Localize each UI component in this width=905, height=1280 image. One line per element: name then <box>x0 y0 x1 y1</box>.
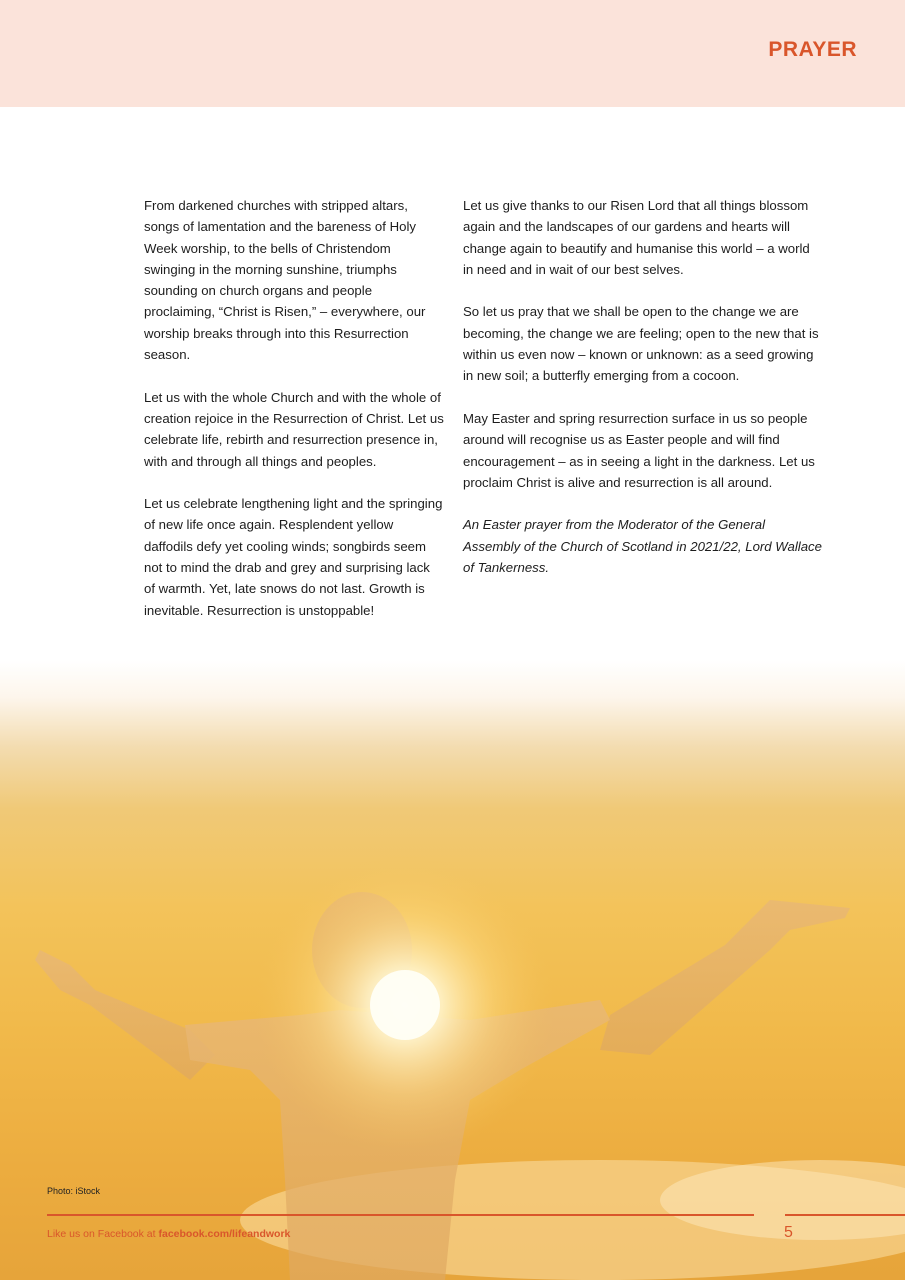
prayer-attribution: An Easter prayer from the Moderator of the General Assembly of the Church of Scotland in 2021/22, Lord Wallace of Tankerness. <box>463 517 822 576</box>
footer-prefix: Like us on Facebook at <box>47 1228 159 1240</box>
paragraph: May Easter and spring resurrection surface in us so people around will recognise us as Easter people and will find encouragement – as in seeing a light in the darkness. Let us proclaim Christ is alive and resurrection is all around. <box>463 410 815 490</box>
paragraph: From darkened churches with stripped altars, songs of lamentation and the bareness of Holy Week worship, to the bells of Christendom swinging in the morning sunshine, triumphs sounding on church organs and people proclaiming, “Christ is Risen,” – everywhere, our worship breaks through into this Resurrection season. <box>144 198 426 363</box>
page-number: 5 <box>784 1224 793 1241</box>
footer-divider <box>785 1214 905 1216</box>
text-column-right <box>463 195 823 600</box>
footer-facebook-note <box>47 1228 290 1240</box>
paragraph: Let us celebrate lengthening light and the springing of new life once again. Resplendent yellow daffodils defy yet cooling winds; songbirds seem not to mind the drab and grey and surprising lack of warmth. Yet, late snows do not last. Growth is inevitable. Resurrection is unstoppable! <box>144 496 443 618</box>
sun <box>370 970 440 1040</box>
sunrise-photo <box>0 660 905 1280</box>
footer-divider <box>47 1214 754 1216</box>
photo-credit: Photo: iStock <box>47 1186 101 1196</box>
paragraph: So let us pray that we shall be open to the change we are becoming, the change we are feeling; open to the new that is within us even now – known or unknown: as a seed growing in new soil; a butterfly emerging from a cocoon. <box>463 304 819 384</box>
section-label: PRAYER <box>768 38 857 61</box>
text-column-left <box>144 195 444 642</box>
paragraph: Let us with the whole Church and with the whole of creation rejoice in the Resurrection of Christ. Let us celebrate life, rebirth and resurrection presence in, with and through all things and peoples. <box>144 389 444 469</box>
facebook-link[interactable]: facebook.com/lifeandwork <box>158 1228 291 1240</box>
paragraph: Let us give thanks to our Risen Lord that all things blossom again and the landscapes of our gardens and hearts will change again to beautify and humanise this world – a world in need and in wait of our best selves. <box>463 198 810 277</box>
sunrise-illustration <box>0 660 905 1280</box>
